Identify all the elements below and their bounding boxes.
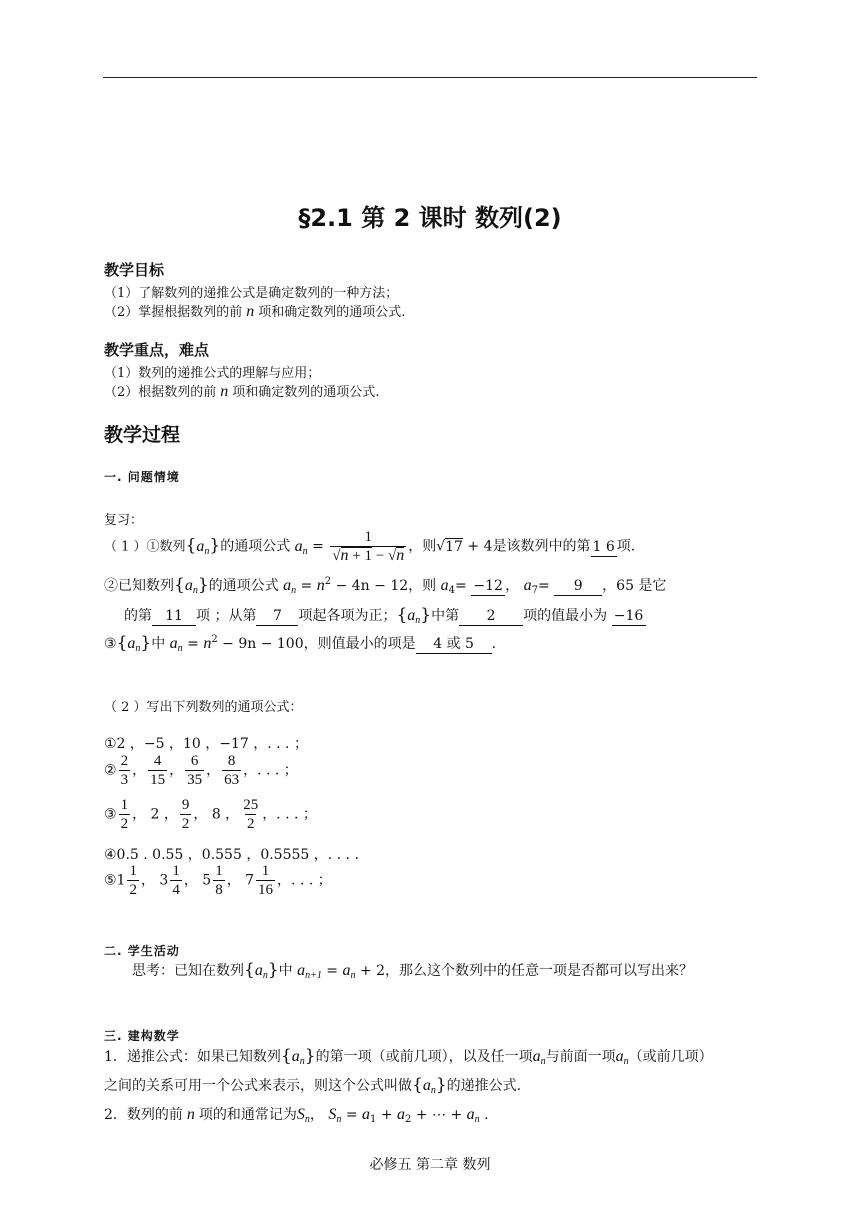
sequence-1: ①2 ，−5 ，10 ，−17 ，. . . ；	[104, 736, 308, 752]
question-2: ②已知数列$\{a_n\}$的通项公式 $a_n = n^2 - 4n - 12$，则 $a_4= -12$ ， $a_7= 9$ ，65 是它	[104, 575, 667, 596]
review-label: 复习：	[104, 513, 144, 528]
definition-partial-sum: 2．数列的前 n 项的和通常记为$S_n$， $S_n = a_1 + a_2$ + ⋯ + $a_n$ .	[104, 1106, 489, 1125]
page-title: §2.1 第 2 课时 数列(2)	[298, 204, 562, 232]
answer-a4: −12	[471, 577, 505, 596]
goals-item-2: （2）掌握根据数列的前 n 项和确定数列的通项公式.	[104, 303, 406, 320]
process-heading: 教学过程	[104, 424, 181, 446]
section3-heading: 三. 建构数学	[104, 1029, 180, 1043]
key-points-item-1: （1）数列的递推公式的理解与应用；	[104, 366, 321, 381]
answer-1: 1 6	[592, 538, 615, 555]
think-question: 思考：已知在数列$\{a_n\}$中 $a_{n+1} = a_n + 2$，那么这个数列中的任意一项是否都可以写出来？	[132, 960, 694, 981]
answer-a7: 9	[554, 577, 602, 596]
sequence-4: ④0.5 . 0.55 ，0.555 ，0.5555 ，. . . .	[104, 847, 359, 863]
question-2-continued: 的第 11 项 ；从第 7 项起各项为正；$\{a_n\}$中第 2 项的值最小为 −16	[124, 605, 646, 626]
page-footer: 必修五 第二章 数列	[369, 1157, 491, 1173]
key-points-heading: 教学重点，难点	[104, 341, 210, 359]
section1-heading: 一. 问题情境	[104, 470, 180, 484]
question-1: （ 1 ）①数列$\{a_n\}$的通项公式 $a_n$ = $\frac{1}{√n + 1 - √n}$ ，则√17 + 4是该数列中的第 1 6 项.	[104, 529, 636, 564]
question-3: $③\{a_n\}$中 $a_n = n^2 - 9n - 100$，则值最小的项是 4 或 5 .	[104, 633, 497, 654]
part-2-prompt: （ 2 ）写出下列数列的通项公式：	[104, 700, 303, 715]
header-rule	[103, 77, 757, 78]
answer-min-term: 4 或 5	[416, 635, 492, 654]
goals-item-1: （1）了解数列的递推公式是确定数列的一种方法；	[104, 286, 399, 301]
definition-recurrence-line2: 之间的关系可用一个公式来表示，则这个公式叫做$\{a_n\}$的递推公式.	[104, 1075, 522, 1096]
sequence-2: ② $\frac{2}{3}$ ， $\frac{4}{15}$ ， $\frac{6}{35}$ ， $\frac{8}{63}$ ，. . . ；	[104, 753, 298, 788]
answer-positive-start: 7	[256, 607, 298, 626]
sequence-3: ③ $\frac{1}{2}$ ， 2 ， $\frac{9}{2}$ ， 8 ， $\frac{25}{2}$ ，. . . ；	[104, 797, 317, 832]
answer-min-value: −16	[612, 607, 646, 626]
answer-min-index: 2	[459, 607, 523, 626]
sequence-5: ⑤1 $\frac{1}{2}$ ， 3 $\frac{1}{4}$ ， 5 $\frac{1}{8}$ ， 7 $\frac{1}{16}$ ，. . . ；	[104, 863, 332, 898]
definition-recurrence: 1．递推公式：如果已知数列$\{a_n\}$的第一项（或前几项），以及任一项$a_n$与前面一项$a_n$（或前几项）	[104, 1046, 713, 1067]
goals-heading: 教学目标	[104, 261, 165, 279]
answer-65-index: 11	[152, 607, 196, 626]
section2-heading: 二. 学生活动	[104, 944, 180, 958]
key-points-item-2: （2）根据数列的前 n 项和确定数列的通项公式.	[104, 383, 380, 400]
